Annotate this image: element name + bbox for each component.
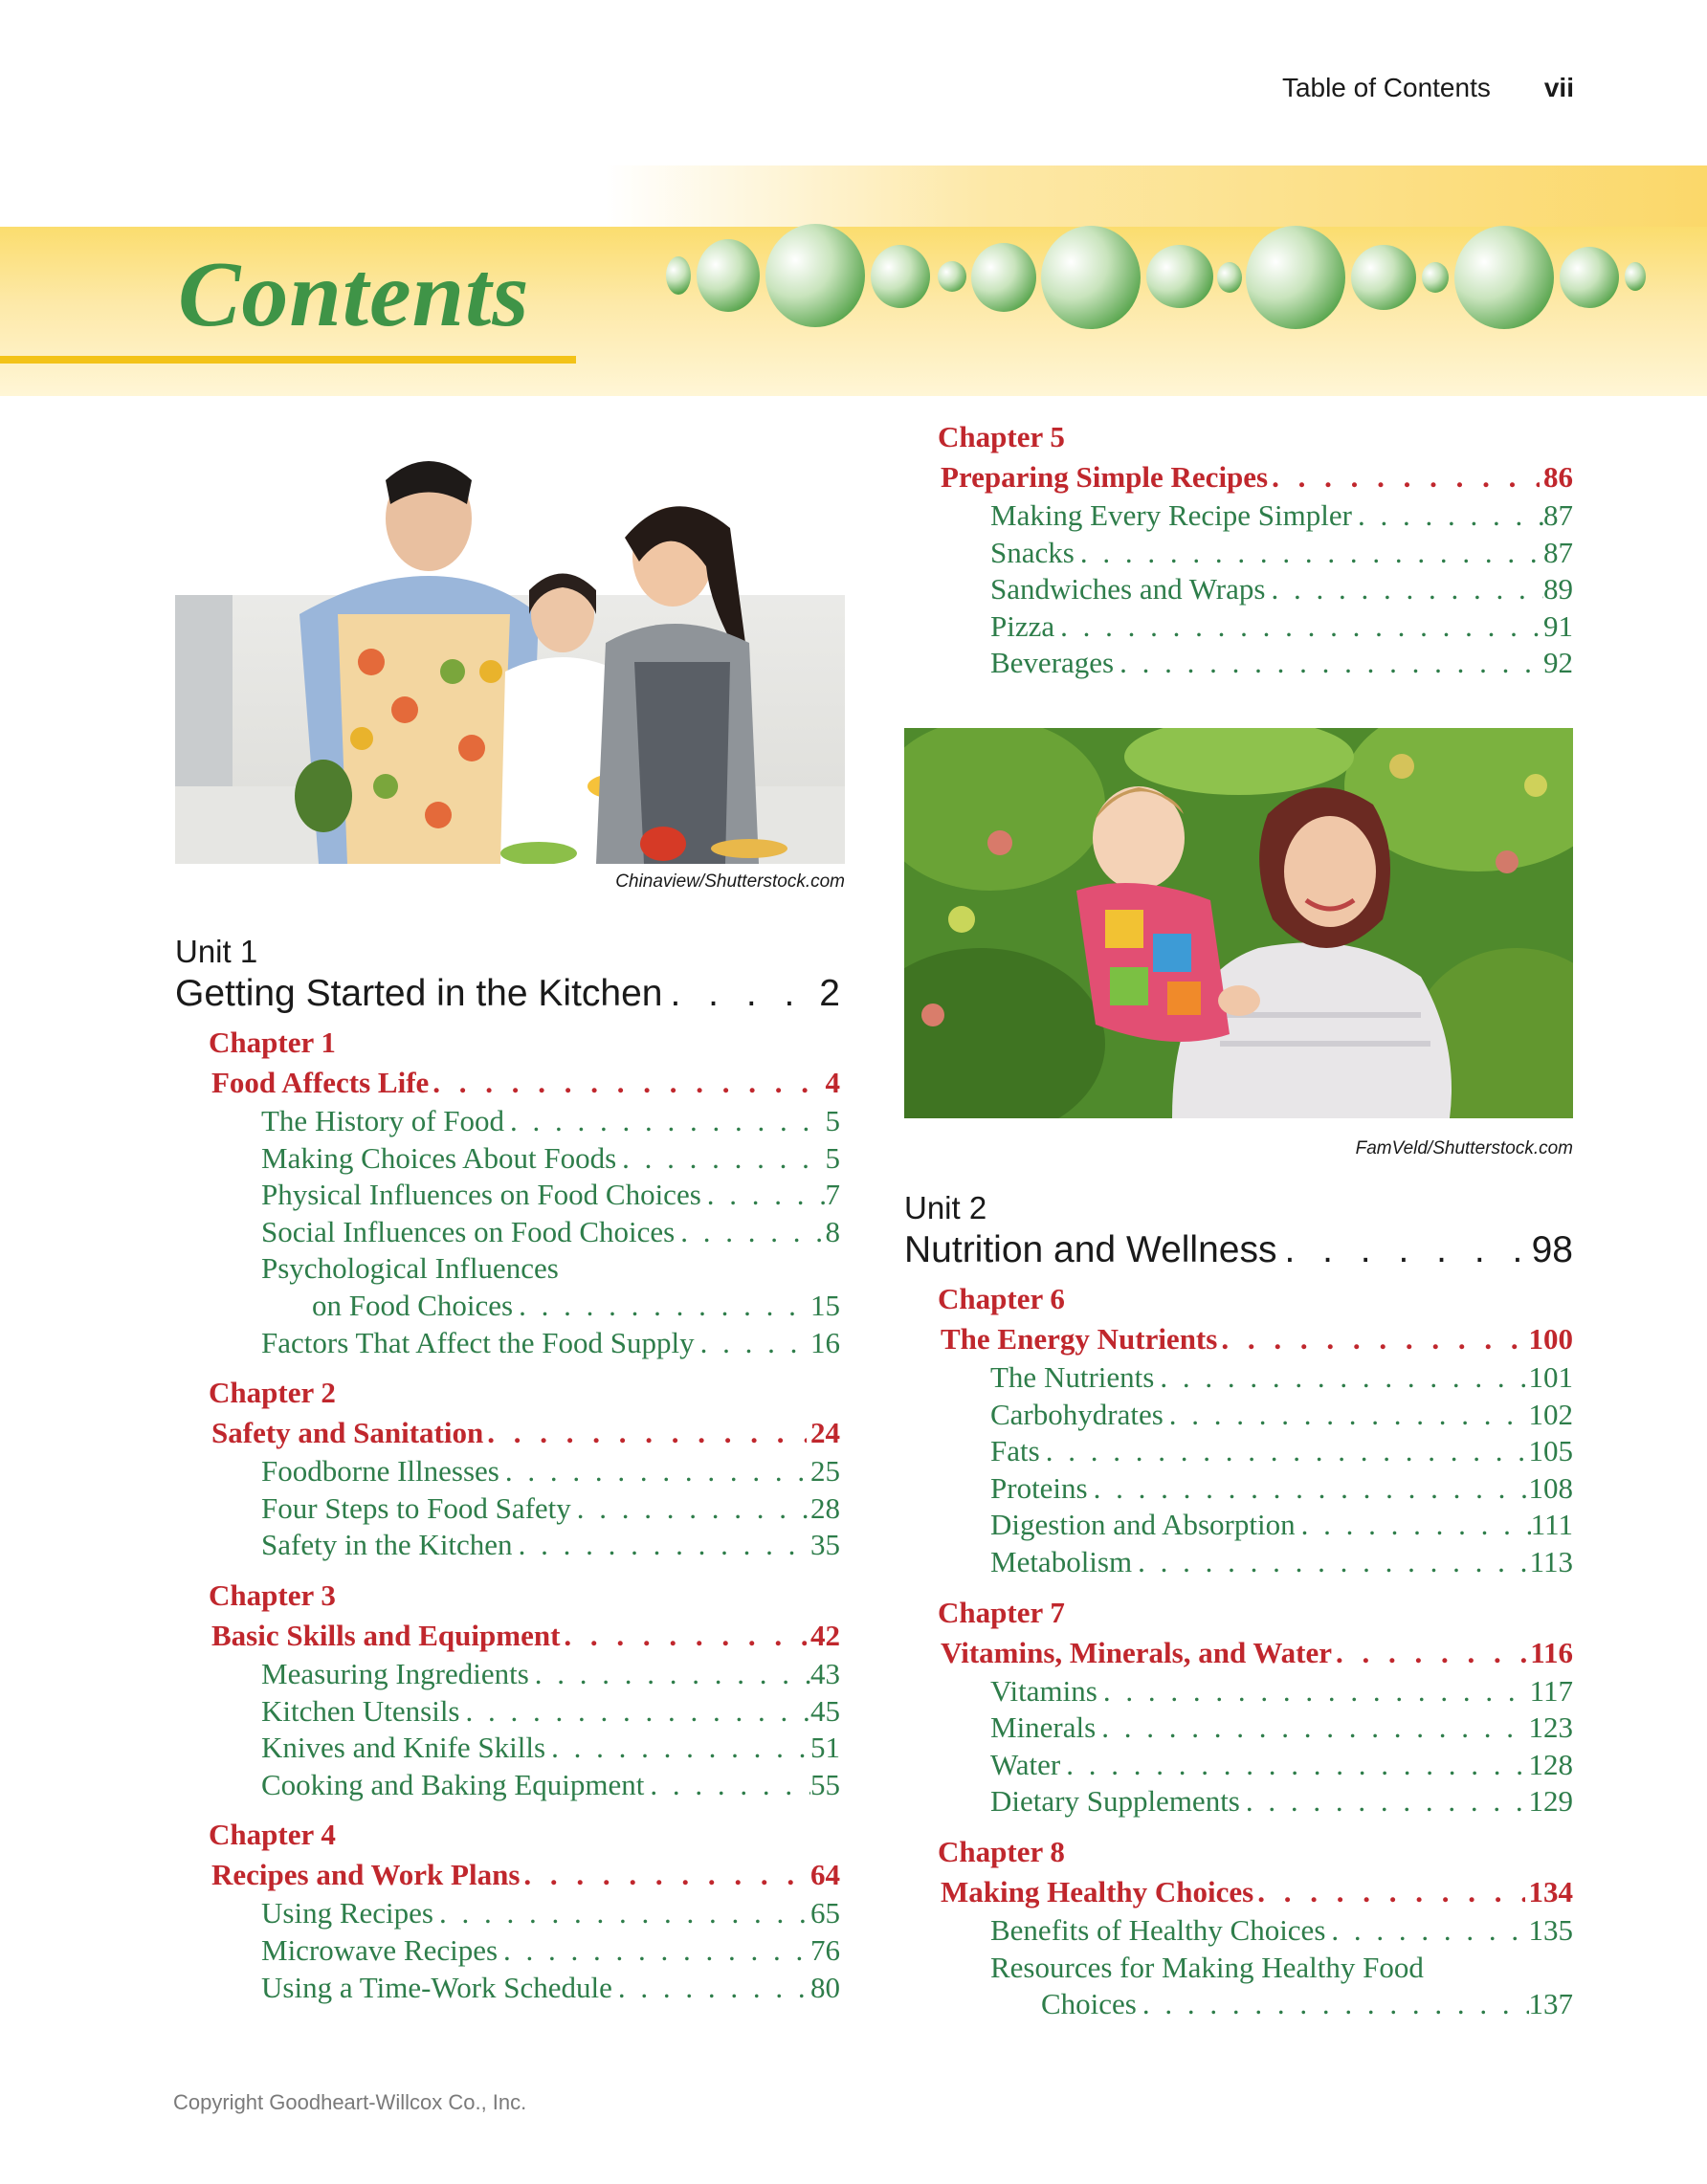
leader-dots <box>1332 1633 1526 1673</box>
leader-dots <box>1325 1912 1528 1950</box>
unit-title-text: Getting Started in the Kitchen <box>175 973 663 1014</box>
leader-dots <box>1097 1673 1530 1710</box>
section-entry[interactable] <box>904 1912 1573 1950</box>
section-page: 8 <box>825 1214 840 1248</box>
page-number: vii <box>1543 73 1574 102</box>
leader-dots <box>1296 1507 1531 1544</box>
chapter-label: Chapter 6 <box>938 1282 1065 1315</box>
section-entry[interactable] <box>904 571 1573 608</box>
section-title: The Nutrients <box>990 1360 1155 1394</box>
section-title: Carbohydrates <box>990 1397 1164 1431</box>
section-entry-continued[interactable] <box>175 1288 840 1325</box>
section-page: 129 <box>1528 1784 1573 1819</box>
chapter-page: 24 <box>810 1416 840 1450</box>
leader-dots <box>1164 1397 1529 1434</box>
copyright: Copyright Goodheart-Willcox Co., Inc. <box>173 2090 527 2114</box>
unit-label: Unit 2 <box>904 1190 987 1225</box>
section-title: Dietary Supplements <box>990 1784 1240 1819</box>
section-title: Water <box>990 1747 1061 1781</box>
section-title: Digestion and Absorption <box>990 1508 1296 1542</box>
bubble <box>938 261 966 292</box>
leader-dots <box>429 1063 821 1103</box>
section-entry[interactable] <box>175 1730 840 1767</box>
chapter-page: 116 <box>1530 1635 1573 1669</box>
section-entry[interactable] <box>904 1950 1573 1987</box>
unit-page: 98 <box>1531 1229 1573 1270</box>
leader-dots <box>1352 497 1543 535</box>
toc-right-top <box>904 417 1573 682</box>
bubble <box>765 224 865 327</box>
section-title-continued: on Food Choices <box>312 1288 514 1322</box>
section-title: Knives and Knife Skills <box>261 1731 546 1765</box>
chapter-title[interactable] <box>904 1872 1573 1912</box>
unit-title[interactable] <box>904 1227 1573 1273</box>
section-page: 87 <box>1543 535 1573 569</box>
chapter-title[interactable] <box>175 1855 840 1895</box>
section-page: 45 <box>810 1693 840 1728</box>
leader-dots <box>513 1288 810 1325</box>
section-page: 28 <box>810 1490 840 1525</box>
section-page: 87 <box>1543 498 1573 532</box>
section-entry[interactable] <box>175 1214 840 1251</box>
bubble <box>1041 226 1141 329</box>
leader-dots <box>1060 1747 1528 1784</box>
section-title: Kitchen Utensils <box>261 1693 460 1728</box>
section-entry[interactable] <box>175 1693 840 1731</box>
running-head <box>1282 73 1574 103</box>
chapter-1 <box>175 1023 840 1361</box>
bubble <box>697 239 760 312</box>
chapter-title-text: Vitamins, Minerals, and Water <box>941 1635 1333 1669</box>
section-page: 101 <box>1528 1360 1573 1394</box>
leader-dots <box>1088 1470 1529 1508</box>
section-page: 65 <box>810 1896 840 1930</box>
section-title: Resources for Making Healthy Food <box>990 1950 1424 1984</box>
section-title: Metabolism <box>990 1544 1133 1578</box>
unit-label: Unit 1 <box>175 934 258 969</box>
leader-dots <box>483 1413 807 1453</box>
leader-dots <box>1253 1872 1524 1912</box>
section-title: Four Steps to Food Safety <box>261 1490 571 1525</box>
leader-dots <box>433 1895 810 1932</box>
section-title: Fats <box>990 1434 1040 1468</box>
section-entry[interactable] <box>904 1470 1573 1508</box>
section-page: 135 <box>1528 1912 1573 1947</box>
section-page: 91 <box>1543 608 1573 643</box>
section-page: 117 <box>1529 1673 1573 1708</box>
section-title: Safety in the Kitchen <box>261 1528 513 1562</box>
section-page: 105 <box>1528 1434 1573 1468</box>
leader-dots <box>701 1177 826 1214</box>
chapter-title-text: Safety and Sanitation <box>211 1416 484 1450</box>
section-title: Microwave Recipes <box>261 1932 499 1967</box>
section-page: 55 <box>810 1767 840 1801</box>
section-title: Making Choices About Foods <box>261 1140 617 1175</box>
section-page: 51 <box>810 1731 840 1765</box>
chapter-label: Chapter 3 <box>209 1577 336 1612</box>
unit-title[interactable] <box>175 971 840 1017</box>
section-page: 92 <box>1543 646 1573 680</box>
bubble <box>1560 247 1619 308</box>
chapter-label: Chapter 1 <box>209 1026 336 1059</box>
section-page: 35 <box>810 1528 840 1562</box>
bubble <box>1246 226 1345 329</box>
chapter-label: Chapter 8 <box>938 1834 1065 1868</box>
section-entry[interactable] <box>904 1507 1573 1544</box>
decorative-bubbles <box>660 218 1684 333</box>
chapter-page: 134 <box>1528 1874 1573 1908</box>
section-entry[interactable] <box>175 1177 840 1214</box>
chapter-5 <box>904 417 1573 682</box>
mother-child-photo <box>904 728 1573 1118</box>
section-page: 89 <box>1543 572 1573 607</box>
section-title: Benefits of Healthy Choices <box>990 1912 1326 1947</box>
section-page: 76 <box>810 1932 840 1967</box>
family-cooking-photo <box>175 423 845 864</box>
leader-dots <box>675 1214 825 1251</box>
leader-dots <box>1217 1319 1524 1359</box>
section-entry[interactable] <box>904 645 1573 682</box>
section-page: 15 <box>810 1288 840 1322</box>
section-entry[interactable] <box>175 1250 840 1288</box>
section-page: 102 <box>1528 1397 1573 1431</box>
leader-dots <box>662 971 819 1017</box>
leader-dots <box>1240 1783 1529 1820</box>
bubble <box>1351 245 1416 310</box>
leader-dots <box>513 1527 810 1564</box>
page-title: Contents <box>178 243 530 346</box>
chapter-title[interactable] <box>904 1633 1573 1673</box>
section-title: Snacks <box>990 535 1075 569</box>
chapter-title-text: Recipes and Work Plans <box>211 1858 521 1892</box>
chapter-2 <box>175 1373 840 1564</box>
section-title: Measuring Ingredients <box>261 1656 529 1690</box>
section-title: Sandwiches and Wraps <box>990 572 1266 607</box>
section-entry[interactable] <box>175 1527 840 1564</box>
section-page: 113 <box>1529 1544 1573 1578</box>
leader-dots <box>545 1730 810 1767</box>
section-title: Proteins <box>990 1470 1088 1505</box>
unit-title-text: Nutrition and Wellness <box>904 1229 1277 1270</box>
bubble <box>1217 262 1242 293</box>
photo-credit: FamVeld/Shutterstock.com <box>1355 1138 1573 1158</box>
bubble <box>971 243 1036 312</box>
chapter-8 <box>904 1832 1573 2023</box>
section-title: Cooking and Baking Equipment <box>261 1767 645 1801</box>
section-title: Physical Influences on Food Choices <box>261 1178 701 1212</box>
chapter-7 <box>904 1593 1573 1820</box>
chapter-label: Chapter 4 <box>209 1818 336 1852</box>
bubble <box>1146 245 1213 308</box>
section-entry[interactable] <box>175 1453 840 1490</box>
leader-dots <box>1268 457 1540 497</box>
section-entry[interactable] <box>175 1656 840 1693</box>
section-entry[interactable] <box>175 1140 840 1178</box>
section-title: Minerals <box>990 1710 1097 1745</box>
chapter-label: Chapter 5 <box>938 420 1065 453</box>
section-page: 5 <box>825 1104 840 1137</box>
chapter-title[interactable] <box>175 1063 840 1103</box>
leader-dots <box>571 1490 810 1528</box>
bubble <box>1454 226 1554 329</box>
chapter-page: 86 <box>1543 460 1573 494</box>
chapter-label: Chapter 7 <box>938 1595 1065 1629</box>
section-entry[interactable] <box>904 608 1573 646</box>
toc-right-bottom <box>904 1189 1573 2023</box>
leader-dots <box>612 1970 810 2007</box>
section-page: 43 <box>810 1656 840 1690</box>
section-page: 108 <box>1528 1470 1573 1505</box>
section-page: 128 <box>1528 1747 1573 1781</box>
section-title: Making Every Recipe Simpler <box>990 498 1352 532</box>
chapter-6 <box>904 1279 1573 1581</box>
section-title: Social Influences on Food Choices <box>261 1214 676 1248</box>
section-page: 16 <box>810 1325 840 1359</box>
bubble <box>1625 262 1646 291</box>
section-entry-continued[interactable] <box>904 1986 1573 2023</box>
section-page: 5 <box>825 1140 840 1175</box>
section-title: Factors That Affect the Food Supply <box>261 1325 695 1359</box>
section-page: 7 <box>825 1178 840 1212</box>
section-title: Using a Time-Work Schedule <box>261 1970 612 2004</box>
bubble <box>666 256 691 295</box>
chapter-title-text: Preparing Simple Recipes <box>941 460 1269 494</box>
leader-dots <box>1114 645 1543 682</box>
leader-dots <box>498 1932 810 1970</box>
leader-dots <box>644 1767 810 1804</box>
leader-dots <box>1154 1359 1528 1397</box>
leader-dots <box>1075 535 1543 572</box>
toc-left-column <box>175 933 840 2006</box>
leader-dots <box>1054 608 1543 646</box>
chapter-label: Chapter 2 <box>209 1376 336 1410</box>
leader-dots <box>1276 1227 1531 1273</box>
section-entry[interactable] <box>175 1490 840 1528</box>
unit-page: 2 <box>819 973 840 1014</box>
title-underline <box>0 356 576 364</box>
section-entry[interactable] <box>175 1767 840 1804</box>
leader-dots <box>616 1140 825 1178</box>
section-title: Using Recipes <box>261 1896 433 1930</box>
chapter-page: 64 <box>810 1858 840 1892</box>
section-entry[interactable] <box>904 1747 1573 1784</box>
photo-credit: Chinaview/Shutterstock.com <box>615 871 845 892</box>
section-title: Psychological Influences <box>261 1251 559 1286</box>
section-entry[interactable] <box>904 1710 1573 1747</box>
section-entry[interactable] <box>904 1397 1573 1434</box>
leader-dots <box>1265 571 1543 608</box>
section-entry[interactable] <box>904 1544 1573 1581</box>
section-entry[interactable] <box>904 1433 1573 1470</box>
section-entry[interactable] <box>175 1932 840 1970</box>
section-title-continued: Choices <box>1041 1987 1137 2021</box>
section-entry[interactable] <box>175 1103 840 1140</box>
leader-dots <box>504 1103 825 1140</box>
section-page: 25 <box>810 1454 840 1489</box>
chapter-title-text: The Energy Nutrients <box>941 1322 1218 1356</box>
chapter-title[interactable] <box>904 457 1573 497</box>
leader-dots <box>1137 1986 1529 2023</box>
leader-dots <box>560 1616 807 1656</box>
chapter-title[interactable] <box>904 1319 1573 1359</box>
section-entry[interactable] <box>175 1970 840 2007</box>
leader-dots <box>460 1693 811 1731</box>
chapter-page: 100 <box>1528 1322 1573 1356</box>
chapter-title[interactable] <box>175 1616 840 1656</box>
section-entry[interactable] <box>904 497 1573 535</box>
chapter-title-text: Basic Skills and Equipment <box>211 1618 561 1652</box>
section-title: The History of Food <box>261 1104 505 1137</box>
section-title: Foodborne Illnesses <box>261 1454 499 1489</box>
bubble <box>871 245 930 308</box>
chapter-title-text: Food Affects Life <box>211 1066 430 1099</box>
leader-dots <box>529 1656 810 1693</box>
section-page: 137 <box>1528 1987 1573 2021</box>
chapter-page: 42 <box>810 1618 840 1652</box>
section-title: Pizza <box>990 608 1055 643</box>
leader-dots <box>1132 1544 1530 1581</box>
chapter-4 <box>175 1815 840 2006</box>
leader-dots <box>695 1325 810 1362</box>
chapter-3 <box>175 1576 840 1803</box>
running-head-section: Table of Contents <box>1281 73 1491 102</box>
leader-dots <box>499 1453 810 1490</box>
section-entry[interactable] <box>904 1673 1573 1710</box>
section-entry[interactable] <box>904 535 1573 572</box>
leader-dots <box>1040 1433 1529 1470</box>
section-title: Vitamins <box>990 1673 1097 1708</box>
chapter-title[interactable] <box>175 1413 840 1453</box>
section-entry[interactable] <box>175 1325 840 1362</box>
section-page: 111 <box>1530 1508 1573 1542</box>
section-page: 123 <box>1528 1710 1573 1745</box>
chapter-title-text: Making Healthy Choices <box>941 1874 1254 1908</box>
section-entry[interactable] <box>904 1783 1573 1820</box>
bubble <box>1422 262 1449 293</box>
leader-dots <box>1096 1710 1528 1747</box>
chapter-page: 4 <box>825 1066 840 1099</box>
leader-dots <box>520 1855 807 1895</box>
section-page: 80 <box>810 1970 840 2004</box>
section-title: Beverages <box>990 646 1115 680</box>
section-entry[interactable] <box>904 1359 1573 1397</box>
section-entry[interactable] <box>175 1895 840 1932</box>
